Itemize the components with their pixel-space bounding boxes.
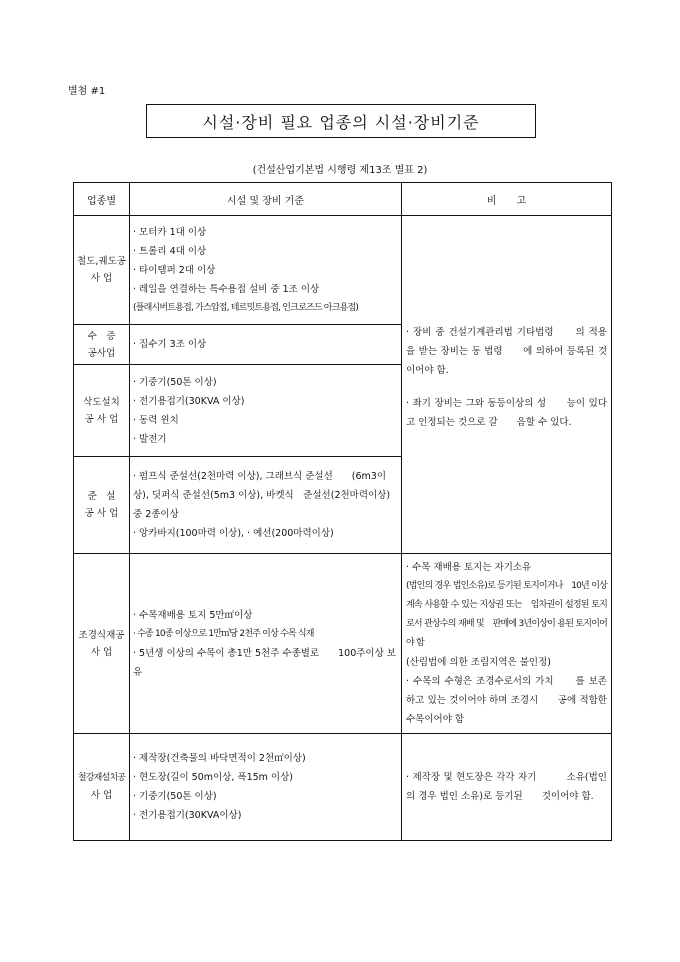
category-line: 준 설 (87, 491, 116, 502)
facilities-cell (130, 457, 402, 554)
remark-paragraph: · 좌기 장비는 그와 동등이상의 성 능이 있다고 인정되는 것으로 갈 음할 수 있다. (406, 398, 607, 428)
facility-item: · 모터카 1대 이상 (133, 226, 207, 238)
facility-item: · 수목재배용 토지 5만㎡이상 (133, 609, 253, 621)
table-row (74, 554, 612, 734)
facility-item: · 현도장(길이 50m이상, 폭15m 이상) (133, 772, 293, 783)
remark-paragraph: · 장비 중 건설기계관리법 기타법령 의 적용을 받는 장비는 동 법령 에 의하여 등록된 것이어야 함. (406, 327, 607, 376)
remark-line: · 제작장 및 현도장은 각각 자기 소유(법인의 경우 법인 소유)로 등기된 것이어야 함. (406, 772, 607, 802)
facilities-cell (130, 734, 402, 841)
category-line: 공사업 (87, 347, 116, 359)
category-line: 공 사 업 (84, 508, 119, 519)
facilities-cell (130, 325, 402, 365)
category-cell (74, 554, 130, 734)
facility-item: (플래시버트용접, 가스압접, 테르밋트용접, 인크로즈드 아크용접) (133, 302, 359, 313)
remark-line: · 수목의 수형은 조경수로서의 가치 를 보존하고 있는 것이어야 하며 조경시 공에 적합한 수목이어야 함 (406, 676, 607, 725)
remark-line: · 수목 재배용 토지는 자기소유 (406, 562, 532, 573)
header-row (74, 183, 612, 216)
category-cell (74, 734, 130, 841)
category-line: 조경식재공 (78, 629, 125, 641)
category-cell (74, 365, 130, 457)
facility-item: · 기중기(50톤 이상) (133, 376, 217, 388)
facility-item: · 전기용접기(30KVA 이상) (133, 395, 245, 407)
remarks-cell-shared (402, 216, 612, 554)
facility-item: · 타이탬퍼 2대 이상 (133, 264, 216, 276)
remarks-cell-landscape (402, 554, 612, 734)
category-line: 철강재설치공 (77, 773, 126, 783)
category-line: 철도,궤도공 (77, 256, 126, 267)
facility-item: · 제작장(건축물의 바닥면적이 2천㎡이상) (133, 753, 306, 764)
facility-item: · 동력 윈치 (133, 414, 179, 426)
header-remarks: 비 고 (402, 183, 612, 216)
category-cell (74, 216, 130, 325)
facility-item: · 집수기 3조 이상 (133, 339, 207, 350)
facilities-cell (130, 216, 402, 325)
category-line: 사 업 (90, 646, 113, 658)
header-facilities: 시설 및 장비 기준 (130, 183, 402, 216)
remark-line: (산림법에 의한 조림지역은 불인정) (406, 657, 551, 668)
facility-item: · 트롤리 4대 이상 (133, 245, 207, 257)
table-row (74, 216, 612, 325)
facility-item: · 5년생 이상의 수목이 총1만 5천주 수종별로 100주이상 보유 (133, 647, 396, 678)
standards-table (73, 182, 612, 841)
remark-line: (법인의 경우 법인소유)로 등기된 토지이거나 10년 이상 계속 사용할 수 있는 지상권 또는 임차권이 설정된 토지로서 관상수의 재배 및 판매에 3년이상이 용된 토지이어야 함 (406, 581, 607, 648)
table-row (74, 734, 612, 841)
category-line: 수 증 (87, 330, 116, 342)
facility-item: · 수종 10종 이상으로 1만㎡당 2천주 이상 수목 식재 (133, 628, 314, 639)
subtitle: (건설산업기본법 시행령 제13조 별표 2) (252, 165, 428, 176)
facility-item: · 레일을 연결하는 특수용접 설비 중 1조 이상 (133, 283, 320, 295)
attachment-label: 별첨 #1 (68, 86, 106, 97)
category-line: 사 업 (90, 273, 113, 284)
category-cell (74, 457, 130, 554)
remarks-cell-steel (402, 734, 612, 841)
facilities-cell (130, 365, 402, 457)
facility-item: · 발전기 (133, 433, 167, 445)
facility-item: · 펌프식 준설선(2천마력 이상), 그래브식 준설선 (6m3이상), 딧퍼식 준설선(5m3 이상), 바켓식 준설선(2천마력이상)중 2종이상 (133, 471, 391, 520)
category-line: 사 업 (90, 790, 113, 801)
category-line: 삭도설치 (83, 396, 120, 408)
facility-item: · 기중기(50톤 이상) (133, 791, 217, 802)
category-line: 공 사 업 (84, 413, 119, 425)
facilities-cell (130, 554, 402, 734)
facility-item: · 앙카바지(100마력 이상), · 예선(200마력이상) (133, 528, 334, 539)
page-title: 시설·장비 필요 업종의 시설·장비기준 (146, 104, 536, 138)
header-category: 업종별 (74, 183, 130, 216)
category-cell (74, 325, 130, 365)
facility-item: · 전기용접기(30KVA이상) (133, 810, 242, 821)
